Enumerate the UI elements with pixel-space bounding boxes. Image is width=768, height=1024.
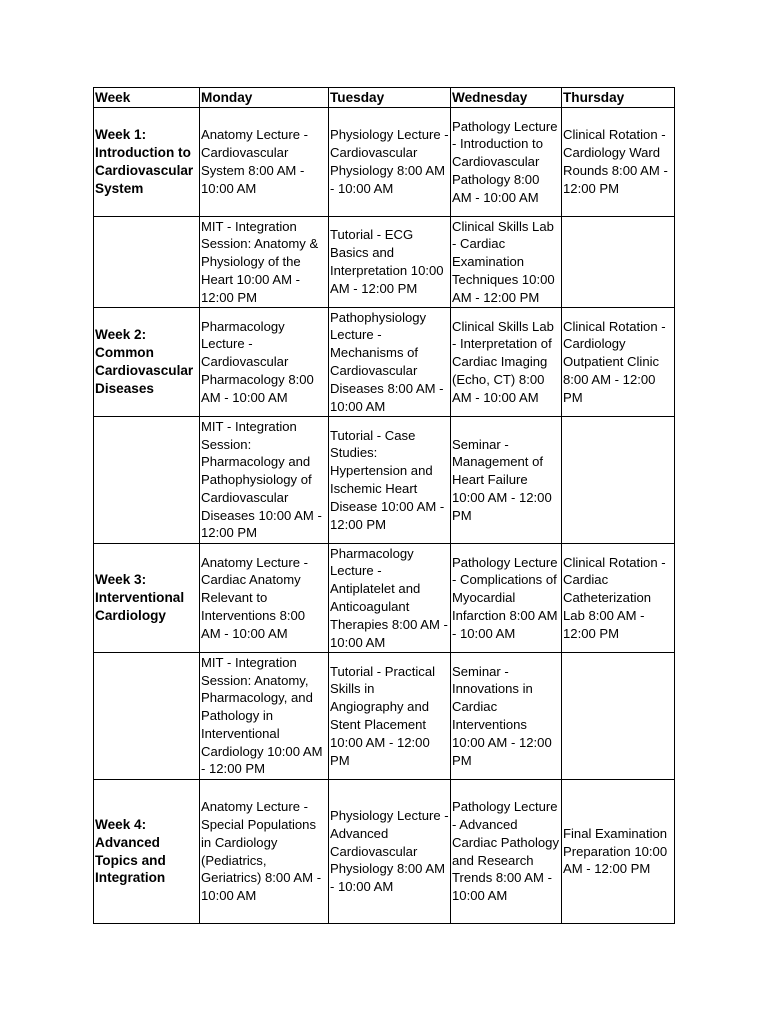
monday-cell: Pharmacology Lecture - Cardiovascular Pharmacology 8:00 AM - 10:00 AM [200,308,329,417]
monday-cell: MIT - Integration Session: Anatomy & Physiology of the Heart 10:00 AM - 12:00 PM [200,217,329,308]
wednesday-cell: Seminar - Innovations in Cardiac Interventions 10:00 AM - 12:00 PM [451,653,562,780]
schedule-table [93,87,675,924]
header-monday: Monday [200,88,329,108]
week-cell: Week 2: Common Cardiovascular Diseases [94,308,200,417]
table-row [94,780,675,924]
table-row [94,544,675,653]
wednesday-cell: Clinical Skills Lab - Cardiac Examination Techniques 10:00 AM - 12:00 PM [451,217,562,308]
table-row [94,308,675,417]
header-tuesday: Tuesday [329,88,451,108]
tuesday-cell: Pathophysiology Lecture - Mechanisms of Cardiovascular Diseases 8:00 AM - 10:00 AM [329,308,451,417]
tuesday-cell: Tutorial - Practical Skills in Angiography and Stent Placement 10:00 AM - 12:00 PM [329,653,451,780]
tuesday-cell: Pharmacology Lecture - Antiplatelet and Anticoagulant Therapies 8:00 AM - 10:00 AM [329,544,451,653]
thursday-cell [562,653,675,780]
week-cell: Week 1: Introduction to Cardiovascular System [94,108,200,217]
table-row [94,417,675,544]
thursday-cell [562,217,675,308]
thursday-cell: Final Examination Preparation 10:00 AM - 12:00 PM [562,780,675,924]
monday-cell: Anatomy Lecture - Cardiovascular System 8:00 AM - 10:00 AM [200,108,329,217]
wednesday-cell: Pathology Lecture - Introduction to Cardiovascular Pathology 8:00 AM - 10:00 AM [451,108,562,217]
week-cell [94,653,200,780]
week-cell [94,217,200,308]
table-row [94,217,675,308]
header-week: Week [94,88,200,108]
header-thursday: Thursday [562,88,675,108]
week-cell [94,417,200,544]
monday-cell: Anatomy Lecture - Cardiac Anatomy Relevant to Interventions 8:00 AM - 10:00 AM [200,544,329,653]
thursday-cell: Clinical Rotation - Cardiology Outpatient Clinic 8:00 AM - 12:00 PM [562,308,675,417]
tuesday-cell: Tutorial - Case Studies: Hypertension and Ischemic Heart Disease 10:00 AM - 12:00 PM [329,417,451,544]
thursday-cell [562,417,675,544]
wednesday-cell: Pathology Lecture - Advanced Cardiac Pathology and Research Trends 8:00 AM - 10:00 AM [451,780,562,924]
monday-cell: MIT - Integration Session: Anatomy, Pharmacology, and Pathology in Interventional Cardiology 10:00 AM - 12:00 PM [200,653,329,780]
header-wednesday: Wednesday [451,88,562,108]
wednesday-cell: Clinical Skills Lab - Interpretation of Cardiac Imaging (Echo, CT) 8:00 AM - 10:00 AM [451,308,562,417]
table-row [94,653,675,780]
thursday-cell: Clinical Rotation - Cardiac Catheterization Lab 8:00 AM - 12:00 PM [562,544,675,653]
week-cell: Week 3: Interventional Cardiology [94,544,200,653]
tuesday-cell: Tutorial - ECG Basics and Interpretation 10:00 AM - 12:00 PM [329,217,451,308]
week-cell: Week 4: Advanced Topics and Integration [94,780,200,924]
thursday-cell: Clinical Rotation - Cardiology Ward Rounds 8:00 AM - 12:00 PM [562,108,675,217]
tuesday-cell: Physiology Lecture - Cardiovascular Physiology 8:00 AM - 10:00 AM [329,108,451,217]
monday-cell: Anatomy Lecture - Special Populations in Cardiology (Pediatrics, Geriatrics) 8:00 AM - 10:00 AM [200,780,329,924]
wednesday-cell: Pathology Lecture - Complications of Myocardial Infarction 8:00 AM - 10:00 AM [451,544,562,653]
header-row [94,88,675,108]
wednesday-cell: Seminar - Management of Heart Failure 10:00 AM - 12:00 PM [451,417,562,544]
monday-cell: MIT - Integration Session: Pharmacology and Pathophysiology of Cardiovascular Diseases 10:00 AM - 12:00 PM [200,417,329,544]
tuesday-cell: Physiology Lecture - Advanced Cardiovascular Physiology 8:00 AM - 10:00 AM [329,780,451,924]
table-row [94,108,675,217]
